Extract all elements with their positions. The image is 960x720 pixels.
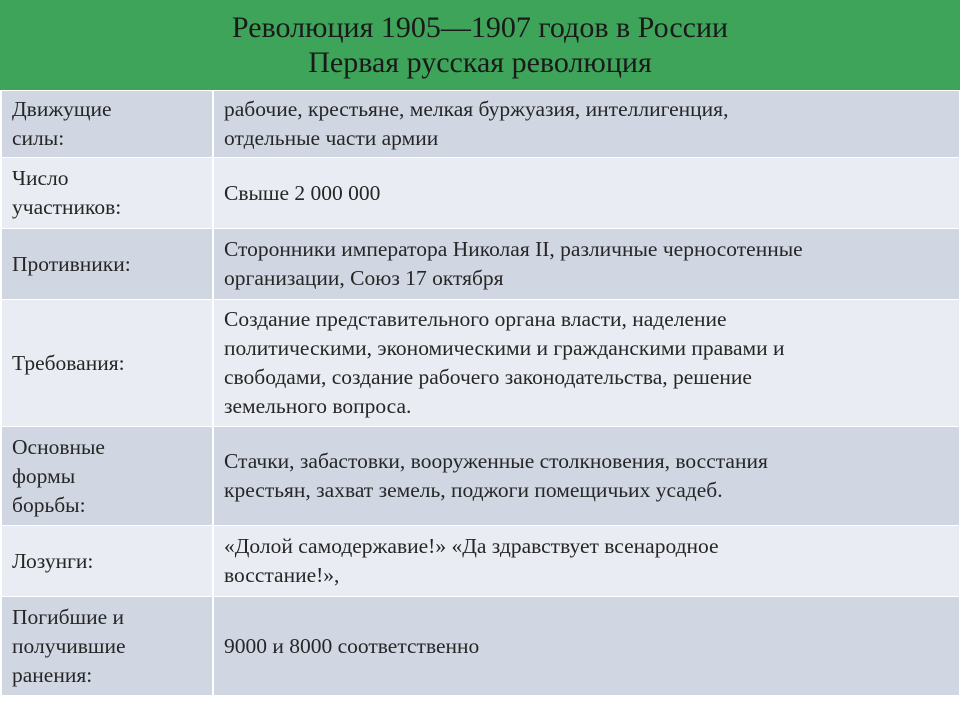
table-row-slogans <box>1 526 960 597</box>
row-label: Движущие силы: <box>1 91 213 158</box>
table-row-driving-forces <box>1 91 960 158</box>
page-subtitle: Первая русская революция <box>308 46 652 79</box>
table-row-casualties <box>1 597 960 696</box>
row-value: Стачки, забастовки, вооруженные столкновения, восстания крестьян, захват земель, поджоги помещичьих усадеб. <box>213 427 960 526</box>
row-label: Лозунги: <box>1 526 213 597</box>
row-value: Сторонники императора Николая II, различные черносотенные организации, Союз 17 октября <box>213 229 960 300</box>
row-label: Требования: <box>1 300 213 427</box>
row-label: Погибшие и получившие ранения: <box>1 597 213 696</box>
row-label: Основные формы борьбы: <box>1 427 213 526</box>
row-label: Противники: <box>1 229 213 300</box>
table-row-participants <box>1 158 960 229</box>
row-value: Свыше 2 000 000 <box>213 158 960 229</box>
row-value: 9000 и 8000 соответственно <box>213 597 960 696</box>
row-label: Число участников: <box>1 158 213 229</box>
page-title: Революция 1905—1907 годов в России <box>231 11 729 44</box>
page-header <box>0 0 960 90</box>
row-value: «Долой самодержавие!» «Да здравствует всенародное восстание!», <box>213 526 960 597</box>
table-row-forms-of-struggle <box>1 427 960 526</box>
table-row-opponents <box>1 229 960 300</box>
row-value: рабочие, крестьяне, мелкая буржуазия, интеллигенция, отдельные части армии <box>213 91 960 158</box>
row-value: Создание представительного органа власти, наделение политическими, экономическими и гражданскими правами и свободами, создание рабочего законодательства, решение земельного вопроса. <box>213 300 960 427</box>
table-row-demands <box>1 300 960 427</box>
revolution-table <box>0 90 960 696</box>
